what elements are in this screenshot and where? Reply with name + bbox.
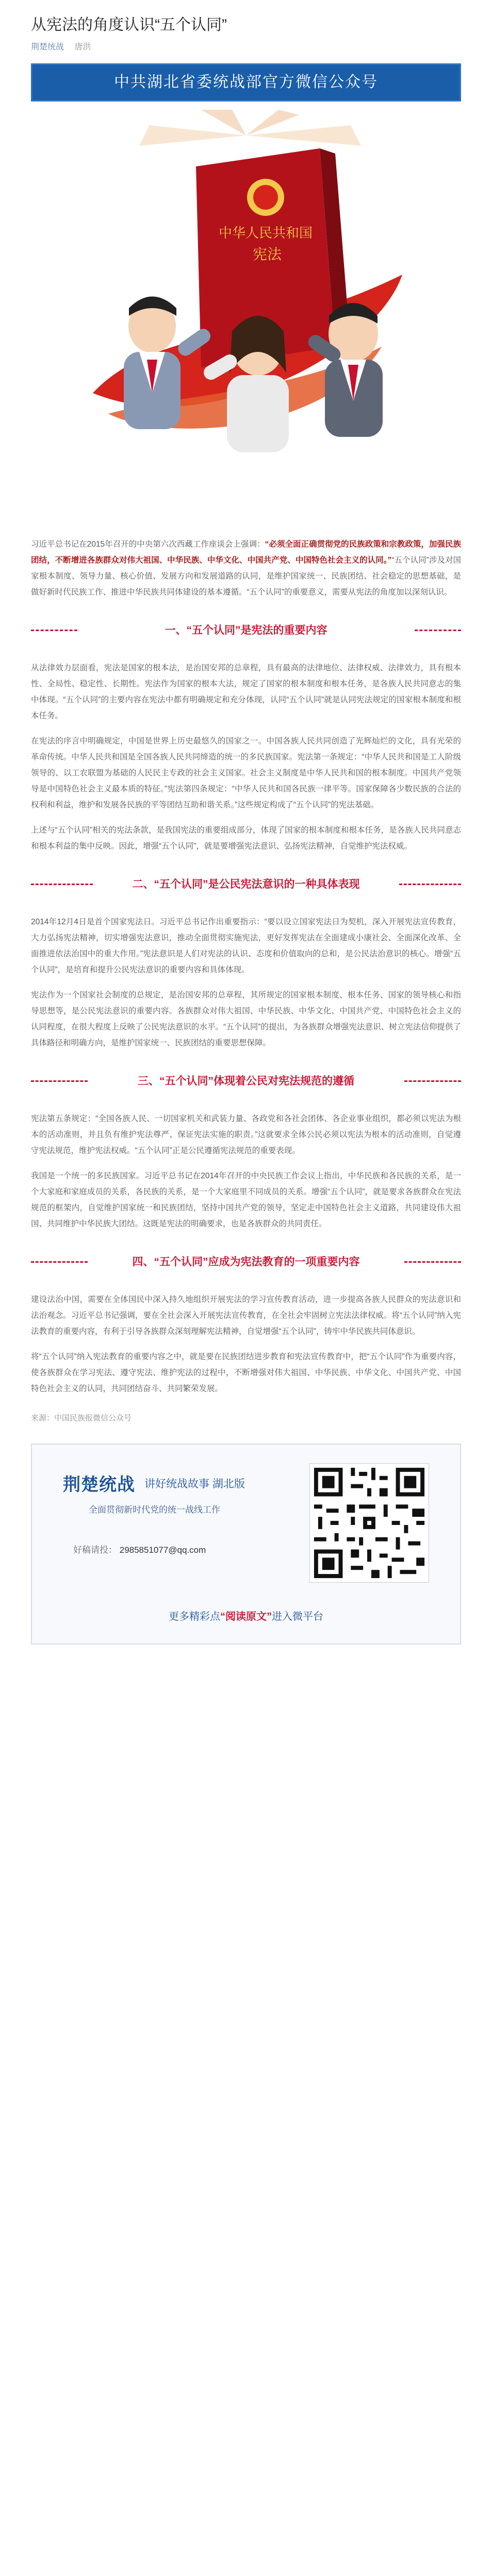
section-1-paragraph: 从法律效力层面看，宪法是国家的根本法，是治国安邦的总章程，具有最高的法律地位、法律权威、法律效力，具有根本性、全局性、稳定性、长期性。宪法作为国家的根本大法，规定了国家的根本制度和根本任务，是各族人民共同意志的集中体现。“五个认同”的主要内容在宪法中都有明确规定和充分体现，认同“五个认同”就是认同宪法规定的国家根本制度和根本任务。 bbox=[31, 664, 461, 720]
brand-line bbox=[63, 1470, 245, 1496]
section-heading-1 bbox=[31, 615, 461, 647]
brand-subtext: 全面贯彻新时代党的统一战线工作 bbox=[89, 1505, 220, 1515]
section-4-paragraph: 将“五个认同”纳入宪法教育的重要内容之中，就是要在民族团结进步教育和宪法宣传教育中，把“五个认同”作为重要内容，使各族群众在学习宪法、遵守宪法、维护宪法的过程中，不断增强对伟大祖国、中华民族、中华文化、中国共产党、中国特色社会主义的认同，共同团结奋斗、共同繁荣发展。 bbox=[31, 1352, 461, 1393]
article-source: 来源：中国民族报微信公众号 bbox=[31, 1414, 132, 1422]
author-name: 唐洪 bbox=[74, 43, 91, 52]
contact-email[interactable]: 2985851077@qq.com bbox=[119, 1545, 206, 1555]
cta-text-before: 更多精彩点 bbox=[169, 1611, 220, 1622]
intro-quote-emphasis: “必须全面正确贯彻党的民族政策和宗教政策，加强民族团结，不断增进各族群众对伟大祖国、中华民族、中华文化、中国共产党、中国特色社会主义的认同。” bbox=[31, 540, 462, 565]
sun-rays bbox=[139, 110, 361, 146]
constitution-illustration bbox=[31, 105, 461, 527]
section-1-title: 一、“五个认同”是宪法的重要内容 bbox=[158, 624, 335, 636]
section-heading-3 bbox=[31, 1065, 461, 1097]
section-3-paragraph: 我国是一个统一的多民族国家。习近平总书记在2014年召开的中央民族工作会议上指出，中华民族和各民族的关系，是一个大家庭和家庭成员的关系，各民族的关系，是一个大家庭里不同成员的关系。增强“五个认同”，就是要求各族群众在宪法规范的框架内，自觉维护国家统一和民族团结，坚持中国共产党的领导，坚定走中国特色社会主义道路，共同建设伟大祖国、共同维护中华民族大团结。这既是宪法的明确要求，也是各族群众的共同责任。 bbox=[31, 1172, 461, 1228]
section-2-paragraph: 宪法作为一个国家社会制度的总规定，是治国安邦的总章程，其所规定的国家根本制度、根本任务、国家的领导核心和指导思想等，是公民宪法意识的重要内容。各族群众对伟大祖国、中华民族、中华文化、中国共产党、中国特色社会主义的认同程度，在很大程度上反映了公民宪法意识的水平。“五个认同”的提出，为各族群众增强宪法意识、树立宪法信仰提供了具体路径和明确方向，是维护国家统一、民族团结的重要思想保障。 bbox=[31, 991, 461, 1047]
section-heading-2 bbox=[31, 869, 461, 901]
section-3-title: 三、“五个认同”体现着公民对宪法规范的遵循 bbox=[130, 1075, 362, 1087]
book-title-line1: 中华人民共和国 bbox=[218, 226, 313, 241]
account-name-link[interactable]: 荆楚统战 bbox=[31, 43, 64, 52]
article-title: 从宪法的角度认识“五个认同” bbox=[31, 16, 227, 33]
section-2-title: 二、“五个认同”是公民宪法意识的一种具体表现 bbox=[125, 878, 367, 890]
submission-contact bbox=[73, 1543, 206, 1555]
section-4-title: 四、“五个认同”应成为宪法教育的一项重要内容 bbox=[125, 1256, 367, 1268]
intro-text-after: “五个认同”涉及对国家根本制度、领导力量、核心价值、发展方向和发展道路的认同，是维护国家统一、民族团结、社会稳定的思想基础，是做好新时代民族工作、推进中华民族共同体建设的基本遵循。“五个认同”的重要意义，需要从宪法的角度加以深刻认识。 bbox=[31, 556, 461, 597]
brand-slogan: 讲好统战故事 湖北版 bbox=[144, 1478, 245, 1490]
section-1-paragraph: 上述与“五个认同”相关的宪法条款，是我国宪法的重要组成部分，体现了国家的根本制度和根本任务，是各族人民共同意志和根本利益的集中反映。因此，增强“五个认同”，就是要增强宪法意识、弘扬宪法精神，自觉维护宪法权威。 bbox=[31, 826, 461, 851]
section-4-paragraph: 建设法治中国，需要在全体国民中深入持久地组织开展宪法的学习宣传教育活动，进一步提高各族人民群众的宪法意识和法治观念。习近平总书记强调，要在全社会深入开展宪法宣传教育，在全社会牢固树立宪法法律权威。将“五个认同”纳入宪法教育的重要内容，有利于引导各族群众深刻理解宪法精神，自觉增强“五个认同”，铸牢中华民族共同体意识。 bbox=[31, 1295, 461, 1336]
official-account-banner: 中共湖北省委统战部官方微信公众号 bbox=[31, 63, 461, 101]
qr-code-icon bbox=[309, 1463, 429, 1583]
intro-paragraph bbox=[31, 536, 461, 600]
hero-illustration bbox=[31, 105, 461, 527]
contact-label: 好稿请投： bbox=[73, 1545, 117, 1555]
brand-logo: 荆楚统战 bbox=[63, 1475, 135, 1495]
article-meta bbox=[31, 40, 461, 52]
section-heading-4 bbox=[31, 1246, 461, 1278]
cta-text-after: 进入微平台 bbox=[272, 1611, 323, 1622]
book-title-line2: 宪法 bbox=[252, 246, 282, 263]
intro-text-before: 习近平总书记在2015年召开的中央第六次西藏工作座谈会上强调： bbox=[31, 540, 265, 549]
read-original-cta[interactable] bbox=[32, 1608, 460, 1623]
section-1-paragraph: 在宪法的序言中明确规定，中国是世界上历史最悠久的国家之一。中国各族人民共同创造了光辉灿烂的文化，具有光荣的革命传统。中华人民共和国是全国各族人民共同缔造的统一的多民族国家。宪法第一条规定：“中华人民共和国是工人阶级领导的、以工农联盟为基础的人民民主专政的社会主义国家。社会主义制度是中华人民共和国的根本制度。中国共产党领导是中国特色社会主义最本质的特征。”宪法第四条规定：“中华人民共和国各民族一律平等。国家保障各少数民族的合法的权利和利益，维护和发展各民族的平等团结互助和谐关系。”这些规定构成了“五个认同”的宪法基础。 bbox=[31, 737, 461, 809]
cta-read-original: “阅读原文” bbox=[220, 1611, 272, 1622]
footer-promo-card bbox=[31, 1444, 461, 1645]
section-2-paragraph: 2014年12月4日是首个国家宪法日。习近平总书记作出重要指示：“要以设立国家宪法日为契机，深入开展宪法宣传教育，大力弘扬宪法精神，切实增强宪法意识，推动全面贯彻实施宪法，更好发挥宪法在全面建成小康社会、全面深化改革、全面推进依法治国中的重大作用。”宪法意识是人们对宪法的认识、态度和价值取向的总和，是公民法治意识的核心。增强“五个认同”，是培育和提升公民宪法意识的重要内容和具体体现。 bbox=[31, 918, 461, 974]
section-3-paragraph: 宪法第五条规定：“全国各族人民、一切国家机关和武装力量、各政党和各社会团体、各企业事业组织，都必须以宪法为根本的活动准则，并且负有维护宪法尊严、保证宪法实施的职责。”这就要求全体公民必须以宪法为根本的活动准则，自觉遵守宪法规范，维护宪法权威。“五个认同”正是公民遵循宪法规范的重要表现。 bbox=[31, 1114, 461, 1155]
